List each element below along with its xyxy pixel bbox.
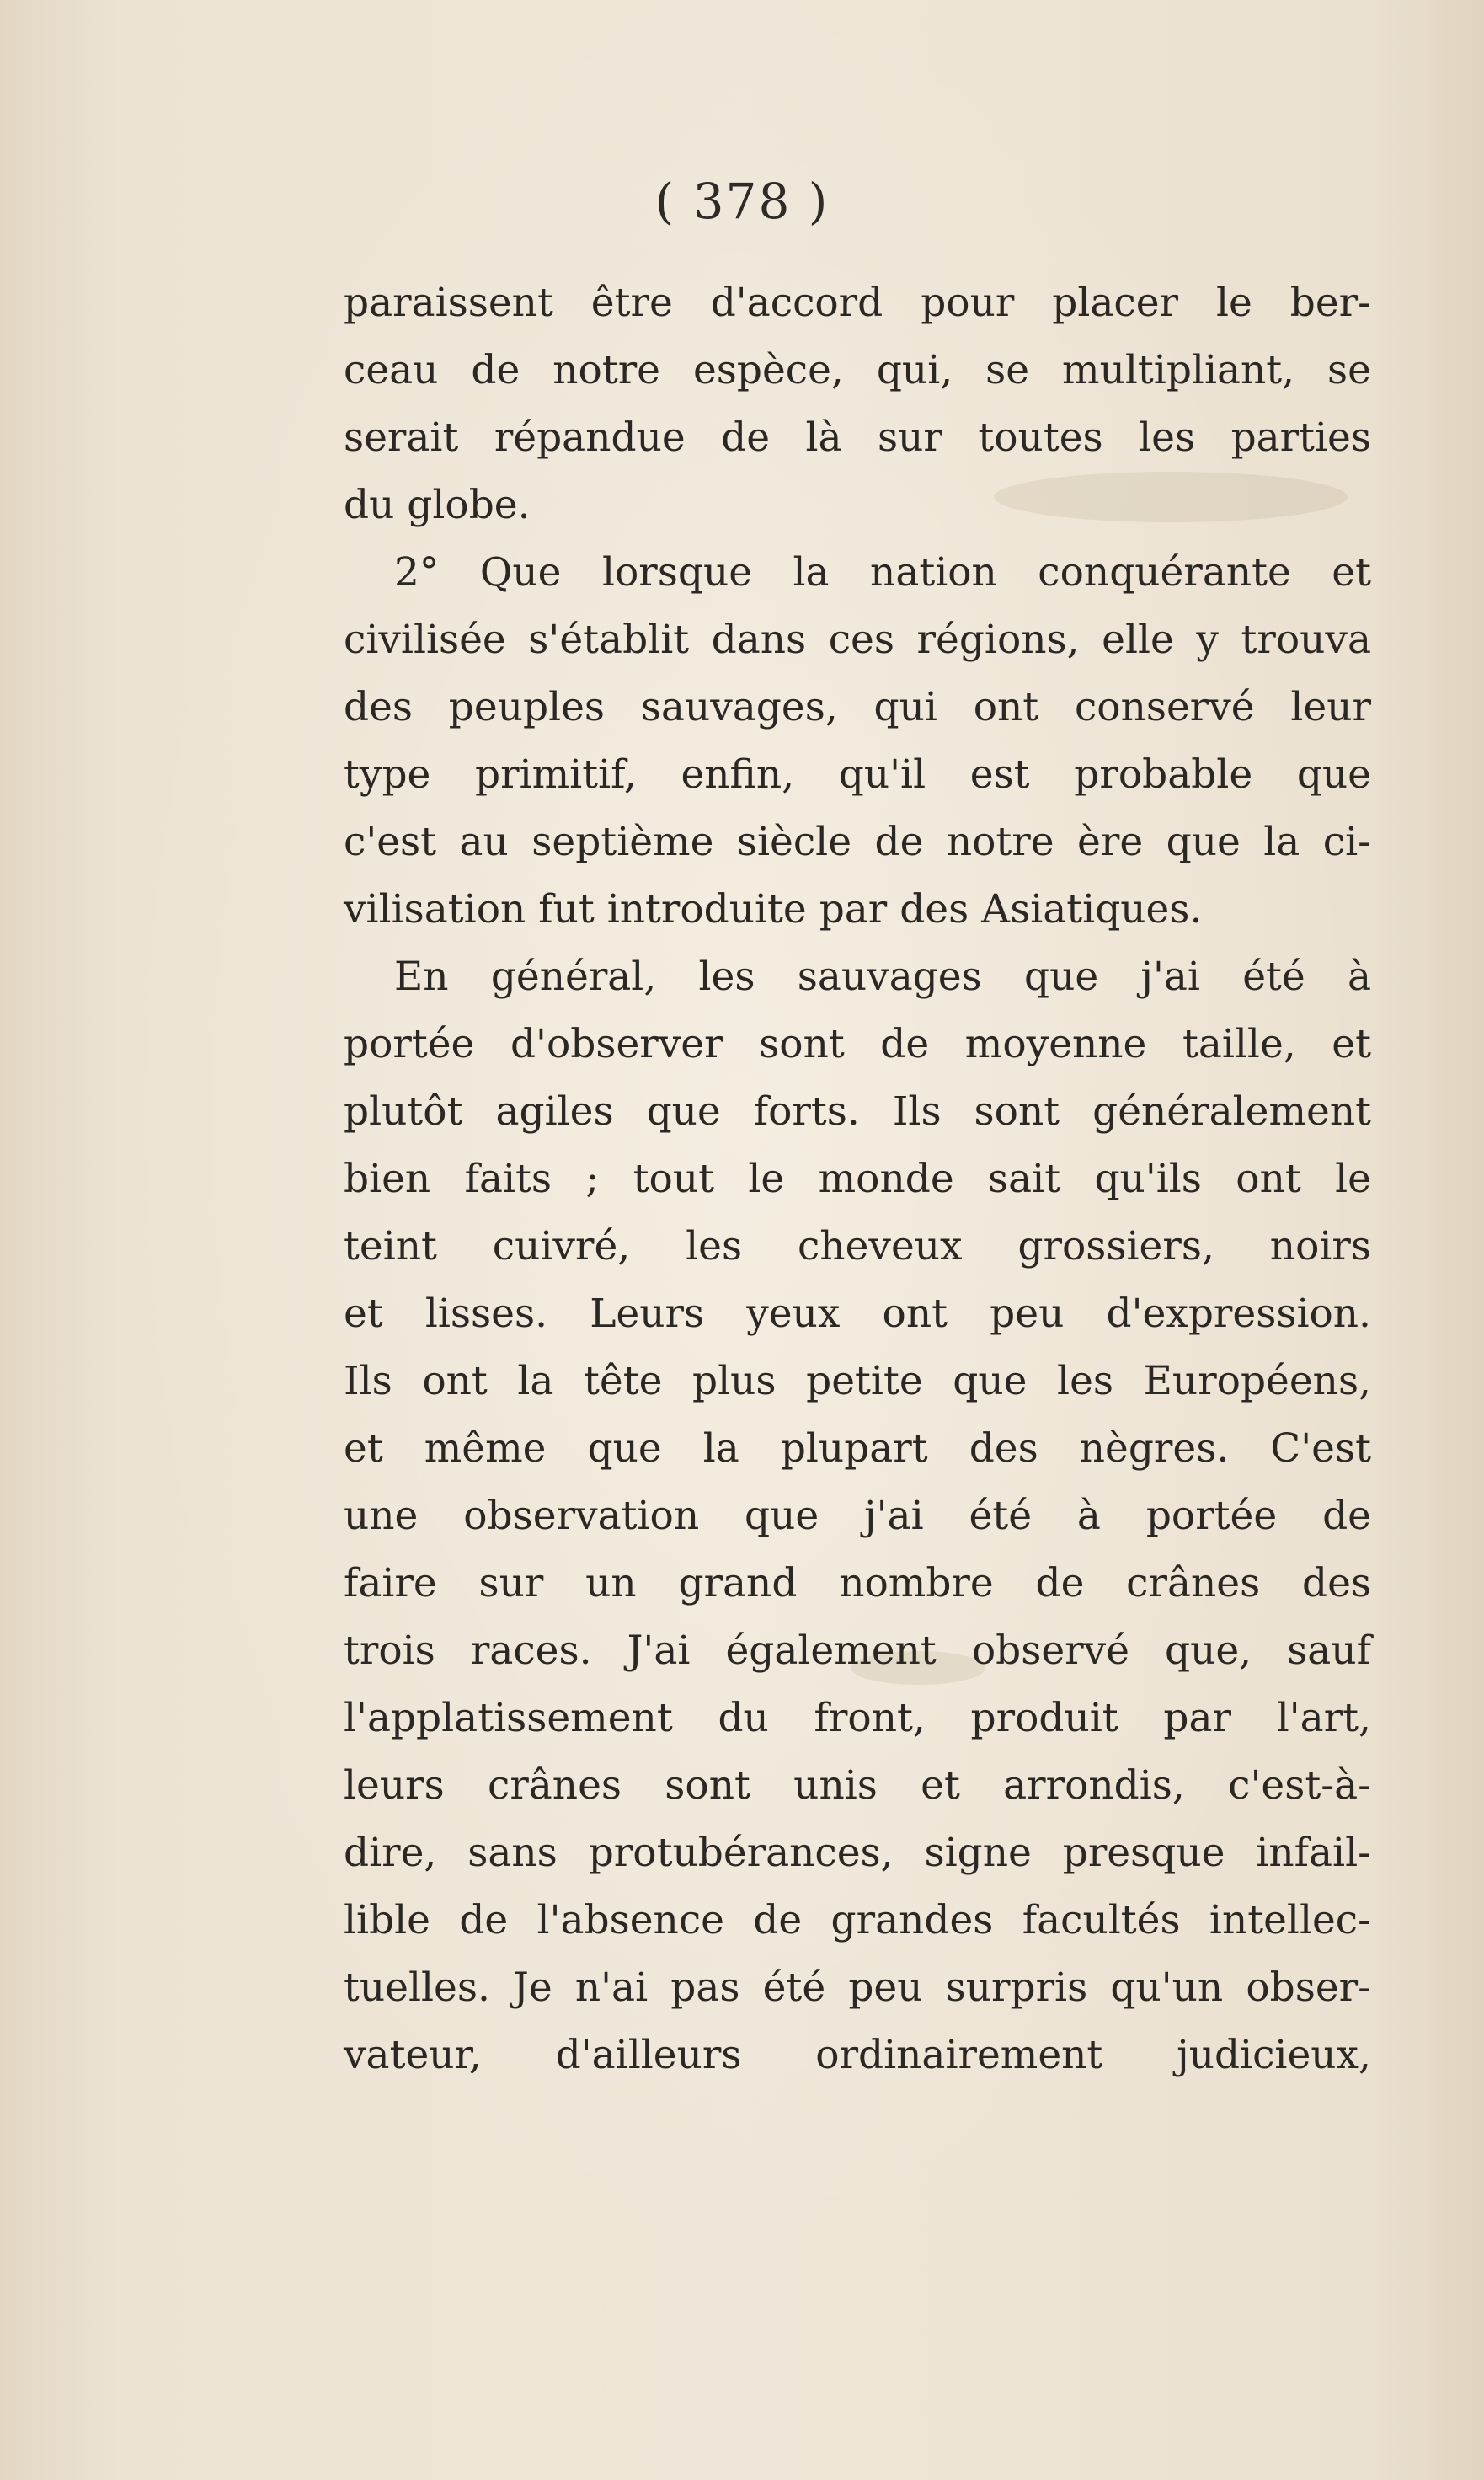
text-line: 2° Que lorsque la nation conquérante et bbox=[394, 549, 1371, 596]
text-line: vilisation fut introduite par des Asiatiques. bbox=[344, 886, 1203, 933]
text-line: dire, sans protubérances, signe presque infail- bbox=[344, 1830, 1371, 1876]
text-line: plutôt agiles que forts. Ils sont généralement bbox=[344, 1088, 1371, 1135]
text-line: teint cuivré, les cheveux grossiers, noirs bbox=[344, 1223, 1371, 1269]
text-line: type primitif, enfin, qu'il est probable que bbox=[344, 751, 1371, 798]
text-line: l'applatissement du front, produit par l'art, bbox=[344, 1695, 1371, 1741]
text-line: c'est au septième siècle de notre ère que la ci- bbox=[344, 819, 1371, 865]
text-line: civilisée s'établit dans ces régions, elle y trouva bbox=[344, 617, 1371, 663]
text-line: Ils ont la tête plus petite que les Européens, bbox=[344, 1358, 1371, 1404]
text-line: et même que la plupart des nègres. C'est bbox=[344, 1425, 1371, 1472]
text-line: et lisses. Leurs yeux ont peu d'expression. bbox=[344, 1291, 1371, 1337]
text-line: faire sur un grand nombre de crânes des bbox=[344, 1560, 1371, 1606]
text-line: paraissent être d'accord pour placer le ber- bbox=[344, 280, 1371, 326]
text-line: des peuples sauvages, qui ont conservé leur bbox=[344, 684, 1371, 730]
text-line: vateur, d'ailleurs ordinairement judicieux, bbox=[344, 2032, 1371, 2078]
text-line: En général, les sauvages que j'ai été à bbox=[394, 954, 1371, 1000]
text-line: lible de l'absence de grandes facultés intellec- bbox=[344, 1897, 1371, 1943]
text-line: tuelles. Je n'ai pas été peu surpris qu'un obser- bbox=[344, 1964, 1371, 2011]
text-line: serait répandue de là sur toutes les parties bbox=[344, 414, 1371, 461]
page-number: ( 378 ) bbox=[654, 173, 830, 230]
body-text bbox=[344, 270, 1371, 2089]
text-line: une observation que j'ai été à portée de bbox=[344, 1493, 1371, 1539]
text-line: ceau de notre espèce, qui, se multipliant, se bbox=[344, 347, 1371, 393]
text-line: trois races. J'ai également observé que, sauf bbox=[344, 1628, 1371, 1674]
text-line: portée d'observer sont de moyenne taille, et bbox=[344, 1021, 1371, 1067]
text-line: leurs crânes sont unis et arrondis, c'est-à- bbox=[344, 1762, 1371, 1809]
text-line: bien faits ; tout le monde sait qu'ils ont le bbox=[344, 1156, 1371, 1202]
text-line: du globe. bbox=[344, 482, 531, 528]
